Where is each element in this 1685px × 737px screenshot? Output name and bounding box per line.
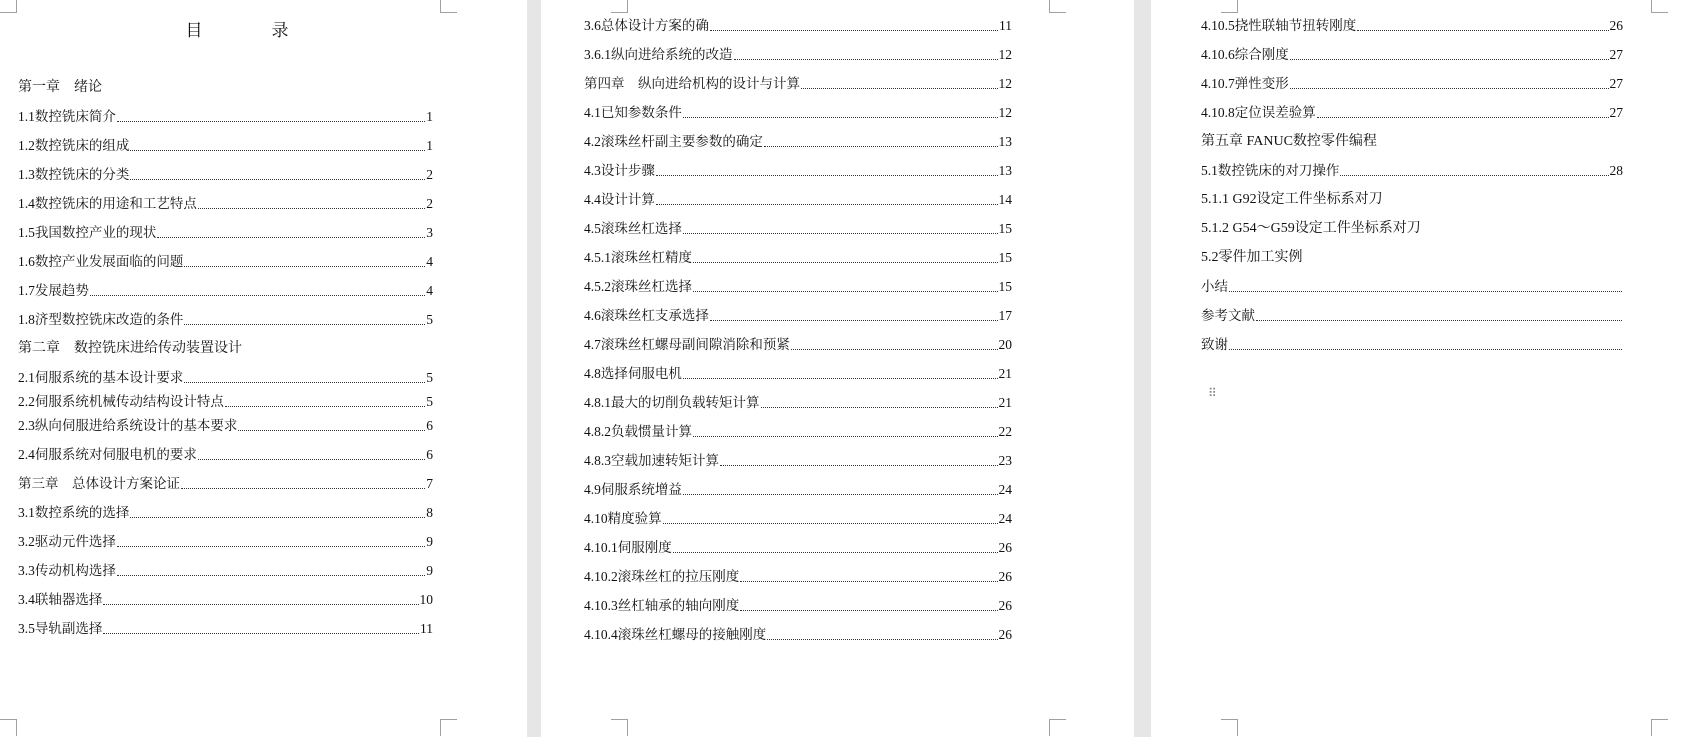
toc-entry[interactable]: [584, 219, 1012, 239]
toc-entry-page-number: 28: [1609, 163, 1623, 178]
toc-entry-page-number: 24: [998, 511, 1012, 526]
toc-entry-label: 1.1数控铣床简介: [18, 109, 116, 124]
toc-entry[interactable]: [18, 368, 433, 388]
toc-dot-leader: [720, 465, 998, 466]
toc-entry-page-number: 21: [998, 395, 1012, 410]
toc-entry-page-number: 15: [998, 279, 1012, 294]
toc-entry[interactable]: [18, 392, 433, 412]
toc-dot-leader: [184, 382, 425, 383]
toc-entry-label: 4.8选择伺服电机: [584, 366, 682, 381]
toc-dot-leader: [103, 604, 418, 605]
toc-dot-leader: [656, 204, 998, 205]
toc-dot-leader: [767, 639, 997, 640]
toc-entry[interactable]: [584, 132, 1012, 152]
toc-entry[interactable]: [584, 190, 1012, 210]
toc-dot-leader: [1357, 30, 1608, 31]
toc-entry-label: 2.4伺服系统对伺服电机的要求: [18, 447, 197, 462]
toc-entry-label: 2.1伺服系统的基本设计要求: [18, 370, 184, 385]
toc-entry-label: 4.2滚珠丝杆副主要参数的确定: [584, 134, 763, 149]
toc-dot-leader: [683, 494, 998, 495]
document-page-1: [0, 0, 527, 737]
toc-entry-label: 4.10.6综合刚度: [1201, 47, 1289, 62]
toc-entry[interactable]: [584, 45, 1012, 65]
toc-dot-leader: [1256, 320, 1622, 321]
toc-entry-page-number: 26: [998, 569, 1012, 584]
toc-entry-label: 5.1数控铣床的对刀操作: [1201, 163, 1340, 178]
toc-entry[interactable]: [584, 538, 1012, 558]
toc-dot-leader: [117, 575, 425, 576]
toc-entry-page-number: 27: [1609, 47, 1623, 62]
toc-entry-label: 1.3数控铣床的分类: [18, 167, 130, 182]
toc-entry-page-number: 8: [426, 505, 433, 520]
toc-dot-leader: [656, 175, 998, 176]
toc-entry-label: 4.1已知参数条件: [584, 105, 682, 120]
toc-entry-page-number: 4: [426, 283, 433, 298]
toc-entry-page-number: 3: [426, 225, 433, 240]
toc-title: 目 录: [185, 21, 315, 40]
toc-entry[interactable]: [584, 480, 1012, 500]
toc-dot-leader: [225, 406, 425, 407]
toc-dot-leader: [693, 262, 998, 263]
toc-entry[interactable]: [584, 103, 1012, 123]
toc-entry[interactable]: [1201, 16, 1623, 36]
toc-dot-leader: [710, 320, 998, 321]
toc-entry-label: 2.2伺服系统机械传动结构设计特点: [18, 394, 224, 409]
toc-entry[interactable]: [18, 416, 433, 436]
toc-dot-leader: [157, 237, 425, 238]
toc-dot-leader: [801, 88, 998, 89]
toc-entry-label: 致谢: [1201, 337, 1228, 352]
document-page-3: [1151, 0, 1685, 737]
toc-entry-page-number: 1: [426, 109, 433, 124]
toc-entry-label: 5.1.2 G54～G59设定工件坐标系对刀: [1201, 221, 1421, 236]
page-corner-mark: [1049, 0, 1066, 13]
toc-entry-page-number: 14: [998, 192, 1012, 207]
toc-dot-leader: [198, 208, 425, 209]
toc-dot-leader: [1229, 349, 1622, 350]
toc-entry[interactable]: [1201, 190, 1383, 210]
toc-dot-leader: [683, 233, 998, 234]
toc-entry-label: 4.8.2负载惯量计算: [584, 424, 692, 439]
toc-entry[interactable]: [18, 78, 102, 98]
toc-entry-label: 3.4联轴器选择: [18, 592, 103, 607]
toc-entry[interactable]: [18, 194, 433, 214]
toc-entry-label: 4.5.2滚珠丝杠选择: [584, 279, 692, 294]
toc-entry-page-number: 27: [1609, 105, 1623, 120]
toc-dot-leader: [184, 324, 425, 325]
toc-entry-label: 3.2驱动元件选择: [18, 534, 116, 549]
toc-entry[interactable]: [18, 474, 433, 494]
toc-entry-label: 3.6.1纵向进给系统的改造: [584, 47, 733, 62]
toc-entry-label: 4.5.1滚珠丝杠精度: [584, 250, 692, 265]
toc-entry-page-number: 24: [998, 482, 1012, 497]
drag-handle-icon[interactable]: ⠿: [1208, 386, 1217, 400]
toc-dot-leader: [130, 179, 425, 180]
toc-entry[interactable]: [1201, 277, 1623, 297]
toc-dot-leader: [683, 117, 998, 118]
toc-entry-page-number: 13: [998, 134, 1012, 149]
page-corner-mark: [611, 0, 628, 13]
toc-entry[interactable]: [18, 590, 433, 610]
page-corner-mark: [0, 719, 17, 736]
toc-dot-leader: [673, 552, 998, 553]
toc-entry-label: 3.1数控系统的选择: [18, 505, 130, 520]
toc-dot-leader: [184, 266, 425, 267]
page-corner-mark: [1221, 0, 1238, 13]
toc-entry-label: 3.6总体设计方案的确: [584, 18, 709, 33]
toc-entry-page-number: 11: [420, 621, 433, 636]
toc-entry-label: 小结: [1201, 279, 1228, 294]
toc-entry-page-number: 12: [998, 105, 1012, 120]
toc-dot-leader: [693, 436, 998, 437]
toc-entry-label: 3.5导轨副选择: [18, 621, 103, 636]
toc-dot-leader: [663, 523, 998, 524]
toc-entry-label: 4.5滚珠丝杠选择: [584, 221, 682, 236]
toc-entry[interactable]: [1201, 74, 1623, 94]
toc-entry[interactable]: [584, 335, 1012, 355]
toc-entry-page-number: 26: [998, 540, 1012, 555]
toc-entry-label: 3.3传动机构选择: [18, 563, 116, 578]
toc-entry[interactable]: [584, 451, 1012, 471]
toc-entry-page-number: 12: [998, 47, 1012, 62]
page-corner-mark: [0, 0, 17, 13]
toc-entry[interactable]: [18, 339, 242, 359]
toc-entry-label: 5.2零件加工实例: [1201, 250, 1303, 265]
toc-dot-leader: [761, 407, 998, 408]
toc-entry[interactable]: [584, 277, 1012, 297]
toc-entry-label: 1.5我国数控产业的现状: [18, 225, 157, 240]
toc-entry[interactable]: [584, 625, 1012, 645]
toc-entry[interactable]: [584, 596, 1012, 616]
toc-dot-leader: [683, 378, 998, 379]
toc-entry[interactable]: [18, 165, 433, 185]
toc-entry[interactable]: [18, 252, 433, 272]
toc-entry-page-number: 11: [999, 18, 1012, 33]
toc-entry[interactable]: [18, 445, 433, 465]
toc-dot-leader: [710, 30, 998, 31]
toc-entry-page-number: 21: [998, 366, 1012, 381]
toc-entry-page-number: 2: [426, 167, 433, 182]
toc-entry[interactable]: [18, 107, 433, 127]
toc-entry-label: 2.3纵向伺服进给系统设计的基本要求: [18, 418, 238, 433]
toc-entry[interactable]: [1201, 248, 1303, 268]
toc-entry-page-number: 5: [426, 394, 433, 409]
toc-entry-label: 4.10.3丝杠轴承的轴向刚度: [584, 598, 740, 613]
toc-entry[interactable]: [584, 16, 1012, 36]
toc-entry-label: 4.3设计步骤: [584, 163, 655, 178]
toc-entry[interactable]: [18, 281, 433, 301]
toc-dot-leader: [117, 121, 425, 122]
toc-entry[interactable]: [584, 393, 1012, 413]
toc-entry-label: 4.8.3空载加速转矩计算: [584, 453, 719, 468]
toc-entry[interactable]: [1201, 45, 1623, 65]
toc-entry[interactable]: [18, 503, 433, 523]
toc-entry[interactable]: [584, 422, 1012, 442]
page-corner-mark: [611, 719, 628, 736]
page-corner-mark: [1049, 719, 1066, 736]
page-corner-mark: [1651, 0, 1668, 13]
toc-dot-leader: [734, 59, 998, 60]
toc-entry-page-number: 12: [998, 76, 1012, 91]
toc-entry[interactable]: [1201, 103, 1623, 123]
toc-entry-page-number: 6: [426, 418, 433, 433]
toc-entry-label: 第五章 FANUC数控零件编程: [1201, 134, 1377, 149]
toc-entry-label: 1.4数控铣床的用途和工艺特点: [18, 196, 197, 211]
toc-entry-page-number: 9: [426, 563, 433, 578]
toc-dot-leader: [117, 546, 425, 547]
toc-dot-leader: [1340, 175, 1608, 176]
toc-dot-leader: [1317, 117, 1609, 118]
toc-entry-label: 1.8济型数控铣床改造的条件: [18, 312, 184, 327]
toc-entry-page-number: 26: [1609, 18, 1623, 33]
toc-entry-label: 参考文献: [1201, 308, 1255, 323]
toc-entry-label: 4.10.5挠性联轴节扭转刚度: [1201, 18, 1357, 33]
toc-dot-leader: [198, 459, 425, 460]
toc-entry-page-number: 1: [426, 138, 433, 153]
toc-dot-leader: [740, 610, 997, 611]
toc-entry-page-number: 10: [419, 592, 433, 607]
toc-entry-page-number: 15: [998, 250, 1012, 265]
toc-dot-leader: [693, 291, 998, 292]
toc-dot-leader: [1290, 59, 1609, 60]
toc-entry[interactable]: [18, 136, 433, 156]
toc-entry-label: 第一章 绪论: [18, 80, 102, 95]
toc-entry-label: 4.10.8定位误差验算: [1201, 105, 1316, 120]
page-corner-mark: [1221, 719, 1238, 736]
toc-entry-page-number: 23: [998, 453, 1012, 468]
toc-entry-label: 4.7滚珠丝杠螺母副间隙消除和预紧: [584, 337, 790, 352]
toc-dot-leader: [181, 488, 425, 489]
toc-entry-page-number: 22: [998, 424, 1012, 439]
page-corner-mark: [440, 719, 457, 736]
page-corner-mark: [1651, 719, 1668, 736]
toc-entry-page-number: 9: [426, 534, 433, 549]
toc-entry[interactable]: [18, 532, 433, 552]
toc-entry-page-number: 5: [426, 312, 433, 327]
toc-entry[interactable]: [584, 248, 1012, 268]
toc-entry-page-number: 17: [998, 308, 1012, 323]
toc-entry-page-number: 13: [998, 163, 1012, 178]
toc-entry-label: 第三章 总体设计方案论证: [18, 476, 180, 491]
toc-entry-label: 4.10.7弹性变形: [1201, 76, 1289, 91]
toc-entry-label: 4.4设计计算: [584, 192, 655, 207]
toc-entry[interactable]: [584, 509, 1012, 529]
toc-entry-label: 1.6数控产业发展面临的问题: [18, 254, 184, 269]
toc-dot-leader: [764, 146, 998, 147]
toc-dot-leader: [238, 430, 425, 431]
toc-entry-page-number: 27: [1609, 76, 1623, 91]
toc-entry-page-number: 7: [426, 476, 433, 491]
toc-entry[interactable]: [18, 561, 433, 581]
toc-entry-label: 第四章 纵向进给机构的设计与计算: [584, 76, 800, 91]
document-page-2: [541, 0, 1134, 737]
toc-dot-leader: [1290, 88, 1609, 89]
toc-entry-page-number: 6: [426, 447, 433, 462]
toc-entry[interactable]: [584, 306, 1012, 326]
toc-entry-page-number: 4: [426, 254, 433, 269]
toc-dot-leader: [130, 517, 425, 518]
toc-entry-label: 4.10.4滚珠丝杠螺母的接触刚度: [584, 627, 767, 642]
toc-entry[interactable]: [584, 567, 1012, 587]
toc-entry[interactable]: [18, 223, 433, 243]
toc-entry[interactable]: [1201, 335, 1623, 355]
toc-entry[interactable]: [584, 364, 1012, 384]
toc-dot-leader: [1229, 291, 1622, 292]
toc-entry-label: 第二章 数控铣床进给传动装置设计: [18, 341, 242, 356]
toc-entry-label: 4.8.1最大的切削负载转矩计算: [584, 395, 760, 410]
toc-dot-leader: [103, 633, 419, 634]
toc-entry-page-number: 2: [426, 196, 433, 211]
toc-entry-page-number: 26: [998, 598, 1012, 613]
toc-entry[interactable]: [584, 161, 1012, 181]
toc-entry-label: 4.10.1伺服刚度: [584, 540, 672, 555]
toc-entry-label: 4.10.2滚珠丝杠的拉压刚度: [584, 569, 740, 584]
toc-entry-page-number: 5: [426, 370, 433, 385]
toc-entry-label: 4.9伺服系统增益: [584, 482, 682, 497]
toc-entry[interactable]: [1201, 219, 1421, 239]
toc-entry-label: 1.2数控铣床的组成: [18, 138, 130, 153]
toc-entry[interactable]: [1201, 161, 1623, 181]
toc-dot-leader: [740, 581, 997, 582]
toc-entry[interactable]: [1201, 306, 1623, 326]
toc-entry-page-number: 26: [998, 627, 1012, 642]
toc-entry-label: 4.6滚珠丝杠支承选择: [584, 308, 709, 323]
toc-entry[interactable]: [1201, 132, 1377, 152]
toc-entry-page-number: 15: [998, 221, 1012, 236]
toc-entry-label: 4.10精度验算: [584, 511, 662, 526]
page-corner-mark: [440, 0, 457, 13]
toc-entry[interactable]: [18, 310, 433, 330]
toc-entry[interactable]: [18, 619, 433, 639]
toc-dot-leader: [791, 349, 998, 350]
toc-entry-label: 5.1.1 G92设定工件坐标系对刀: [1201, 192, 1383, 207]
toc-dot-leader: [130, 150, 425, 151]
toc-dot-leader: [90, 295, 425, 296]
toc-entry-label: 1.7发展趋势: [18, 283, 89, 298]
toc-entry-page-number: 20: [998, 337, 1012, 352]
toc-entry[interactable]: [584, 74, 1012, 94]
